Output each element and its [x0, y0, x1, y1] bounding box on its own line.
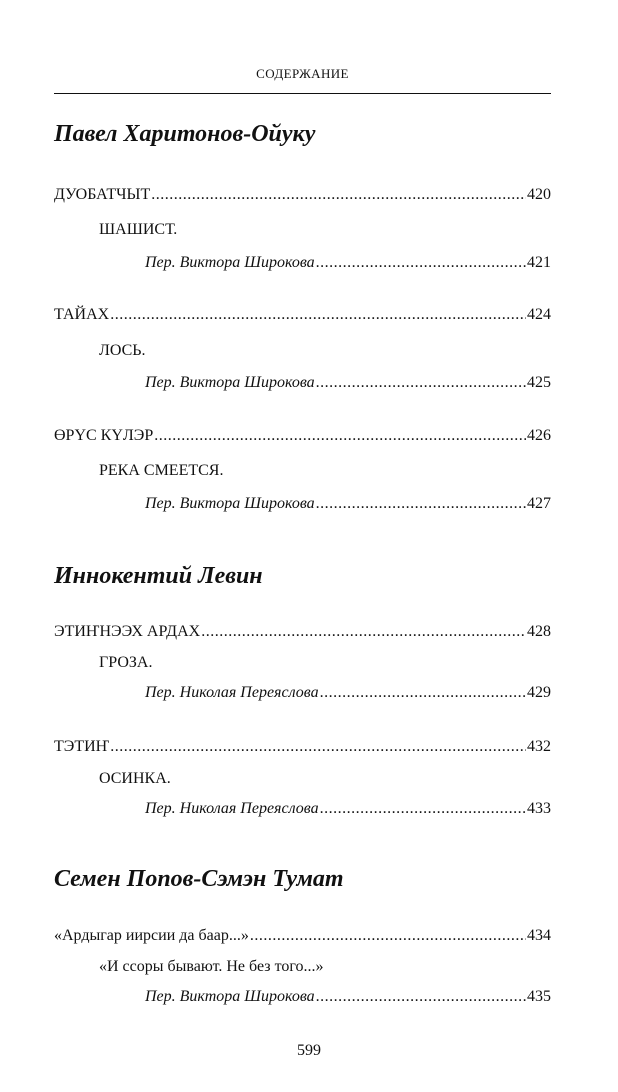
author-heading: Иннокентий Левин — [54, 563, 263, 589]
translation-entry[interactable] — [145, 800, 551, 818]
entry-page: 424 — [527, 306, 551, 323]
translation-entry[interactable] — [145, 684, 551, 702]
author-heading: Павел Харитонов-Ойуку — [54, 121, 316, 147]
translation-entry[interactable] — [145, 254, 551, 272]
entry-page: 420 — [527, 186, 551, 203]
translation-title: «И ссоры бывают. Не без того...» — [99, 958, 324, 975]
translator: Пер. Николая Переяслова — [145, 800, 319, 817]
toc-entry[interactable] — [54, 427, 551, 445]
entry-title: «Ардыгар иирсии да баар...» — [54, 927, 249, 944]
translation-title: ЛОСЬ. — [99, 342, 146, 359]
translator: Пер. Виктора Широкова — [145, 254, 315, 271]
entry-page: 426 — [527, 427, 551, 444]
author-heading: Семен Попов-Сэмэн Тумат — [54, 866, 344, 892]
dot-leader — [201, 623, 526, 641]
translation-page: 433 — [527, 800, 551, 817]
entry-page: 428 — [527, 623, 551, 640]
translation-entry[interactable] — [145, 495, 551, 513]
toc-entry[interactable] — [54, 927, 551, 945]
dot-leader — [154, 427, 526, 445]
translation-page: 429 — [527, 684, 551, 701]
translation-entry[interactable] — [145, 988, 551, 1006]
entry-title: ДУОБАТЧЫТ — [54, 186, 151, 203]
running-header: СОДЕРЖАНИЕ — [256, 66, 349, 81]
dot-leader — [316, 495, 526, 513]
translation-title: ГРОЗА. — [99, 654, 153, 671]
dot-leader — [110, 738, 526, 756]
entry-title: ТАЙАХ — [54, 306, 110, 323]
translator: Пер. Виктора Широкова — [145, 988, 315, 1005]
dot-leader — [110, 306, 526, 324]
translator: Пер. Николая Переяслова — [145, 684, 319, 701]
dot-leader — [320, 684, 526, 702]
header-rule — [54, 93, 551, 94]
translation-entry[interactable] — [145, 374, 551, 392]
dot-leader — [316, 374, 526, 392]
translation-title: ШАШИСТ. — [99, 221, 178, 238]
entry-page: 434 — [527, 927, 551, 944]
dot-leader — [250, 927, 526, 945]
entry-title: ӨРҮС КҮЛЭР — [54, 427, 154, 444]
dot-leader — [316, 254, 526, 272]
translator: Пер. Виктора Широкова — [145, 374, 315, 391]
toc-entry[interactable] — [54, 306, 551, 324]
dot-leader — [151, 186, 526, 204]
translation-page: 427 — [527, 495, 551, 512]
translation-page: 435 — [527, 988, 551, 1005]
translation-page: 425 — [527, 374, 551, 391]
translation-page: 421 — [527, 254, 551, 271]
translation-title: ОСИНКА. — [99, 770, 171, 787]
translator: Пер. Виктора Широкова — [145, 495, 315, 512]
page-number: 599 — [297, 1042, 321, 1059]
entry-title: ТЭТИҤ — [54, 738, 110, 755]
entry-title: ЭТИҤНЭЭХ АРДАХ — [54, 623, 201, 640]
toc-entry[interactable] — [54, 186, 551, 204]
dot-leader — [320, 800, 526, 818]
entry-page: 432 — [527, 738, 551, 755]
translation-title: РЕКА СМЕЕТСЯ. — [99, 462, 224, 479]
toc-entry[interactable] — [54, 623, 551, 641]
toc-entry[interactable] — [54, 738, 551, 756]
dot-leader — [316, 988, 526, 1006]
